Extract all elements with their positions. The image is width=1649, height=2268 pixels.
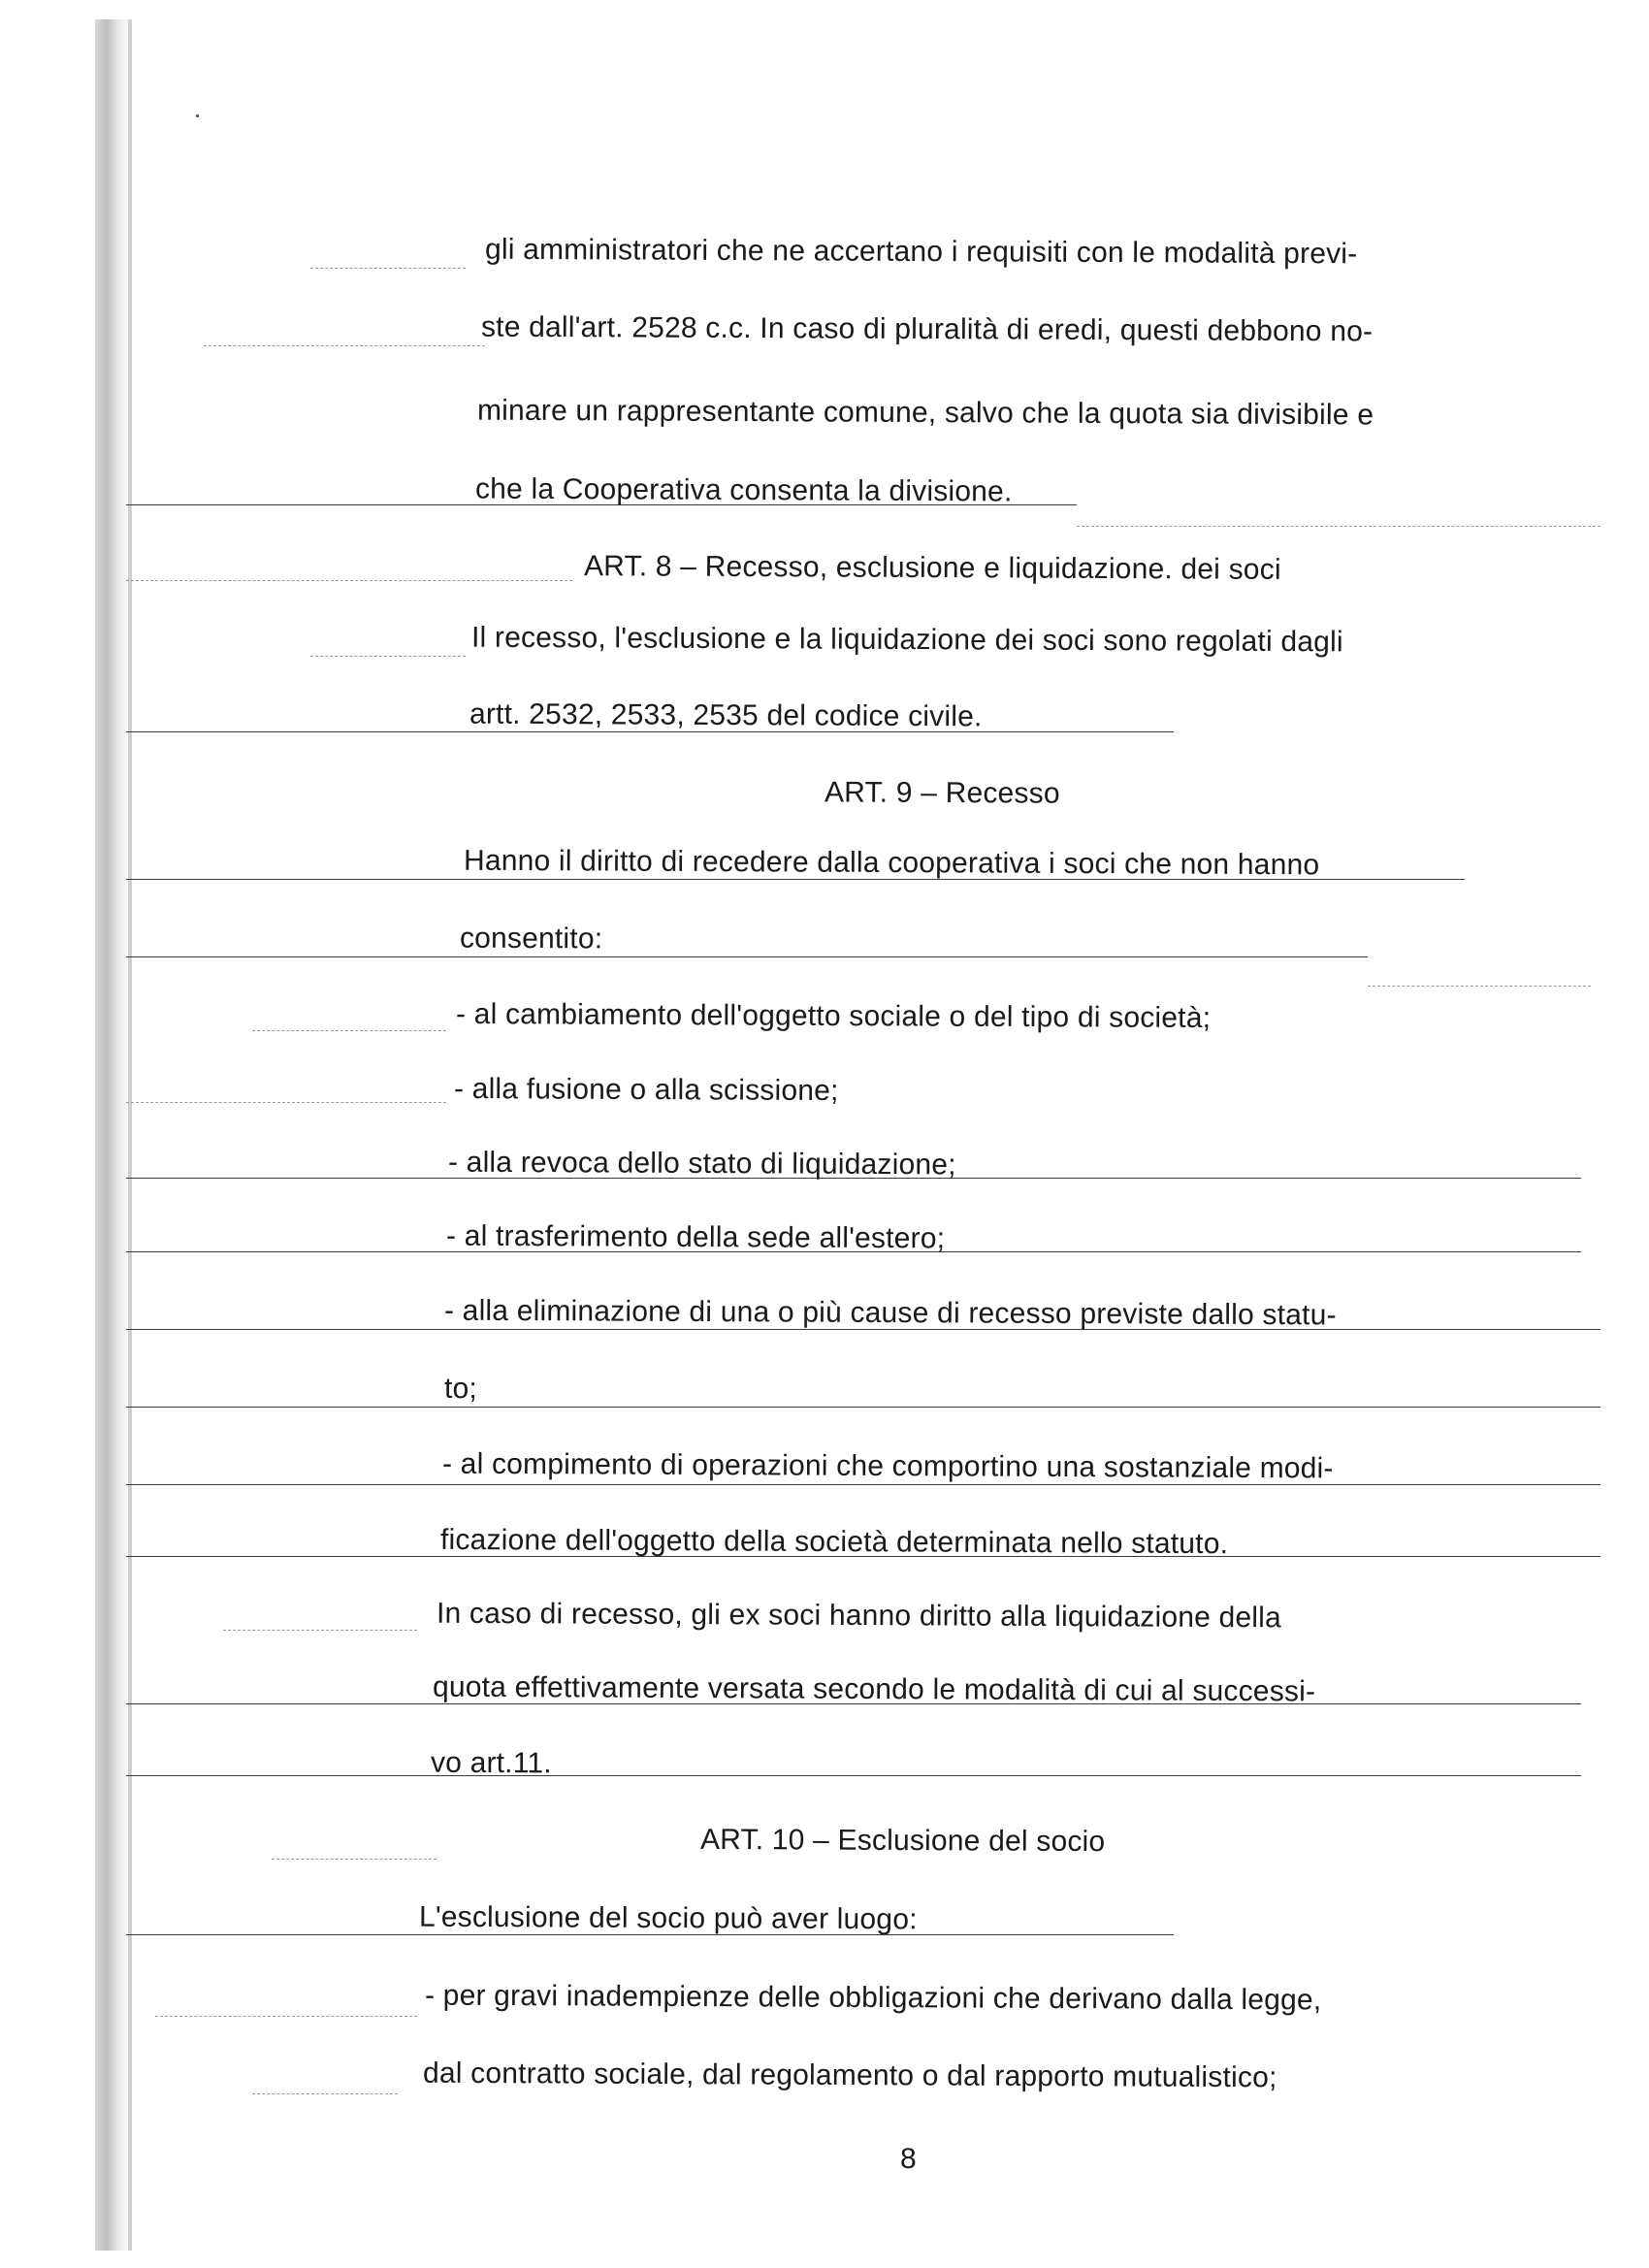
list-item: - alla revoca dello stato di liquidazione; (447, 1146, 956, 1182)
text-line: quota effettivamente versata secondo le modalità di cui al successi- (432, 1670, 1316, 1708)
ruled-line (252, 2093, 398, 2094)
ruled-line (310, 656, 466, 657)
list-item: - al compimento di operazioni che comportino una sostanziale modi- (441, 1447, 1334, 1485)
text-line: gli amministratori che ne accertano i requisiti con le modalità previ- (484, 233, 1358, 271)
ruled-line (310, 268, 466, 269)
list-item: - per gravi inadempienze delle obbligazioni che derivano dalla legge, (424, 1979, 1322, 2017)
text-line: ste dall'art. 2528 c.c. In caso di pluralità di eredi, questi debbono no- (480, 310, 1374, 348)
article-8-heading: ART. 8 – Recesso, esclusione e liquidazione. dei soci (583, 550, 1281, 586)
scan-binding-shadow (128, 19, 132, 2251)
article-9-heading: ART. 9 – Recesso (824, 776, 1060, 810)
list-item: - alla eliminazione di una o più cause di recesso previste dallo statu- (443, 1294, 1337, 1332)
ruled-line (126, 1775, 1581, 1776)
scan-speck (196, 114, 199, 117)
text-line: che la Cooperativa consenta la divisione. (474, 472, 1013, 508)
ruled-line (252, 1030, 446, 1031)
ruled-line (1368, 986, 1591, 987)
text-line: artt. 2532, 2533, 2535 del codice civile. (469, 697, 983, 733)
list-item: - al cambiamento dell'oggetto sociale o del tipo di società; (455, 997, 1212, 1035)
text-line: ficazione dell'oggetto della società determinata nello statuto. (439, 1523, 1229, 1561)
list-item: - alla fusione o alla scissione; (453, 1072, 839, 1108)
text-line: Hanno il diritto di recedere dalla cooperativa i soci che non hanno (463, 844, 1320, 882)
scan-binding-edge (95, 19, 128, 2251)
text-line: vo art.11. (430, 1746, 552, 1780)
ruled-line (126, 1484, 1600, 1485)
page-number: 8 (900, 2143, 917, 2175)
ruled-line (126, 1102, 446, 1103)
ruled-line (1077, 526, 1600, 527)
ruled-line (204, 345, 485, 346)
text-line: to; (443, 1372, 478, 1406)
text-line: minare un rappresentante comune, salvo che la quota sia divisibile e (476, 394, 1374, 432)
ruled-line (223, 1630, 417, 1631)
text-line: L'esclusione del socio può aver luogo: (418, 1900, 918, 1936)
text-line: consentito: (459, 922, 603, 956)
article-10-heading: ART. 10 – Esclusione del socio (699, 1823, 1106, 1859)
ruled-line (155, 2016, 417, 2017)
text-line: Il recesso, l'esclusione e la liquidazione dei soci sono regolati dagli (470, 621, 1343, 659)
text-line: In caso di recesso, gli ex soci hanno diritto alla liquidazione della (436, 1597, 1282, 1635)
ruled-line (126, 1407, 1600, 1408)
ruled-line (126, 956, 1368, 957)
text-line: dal contratto sociale, dal regolamento o dal rapporto mutualistico; (422, 2057, 1277, 2094)
ruled-line (126, 580, 572, 581)
list-item: - al trasferimento della sede all'estero; (445, 1219, 946, 1255)
ruled-line (272, 1859, 436, 1860)
